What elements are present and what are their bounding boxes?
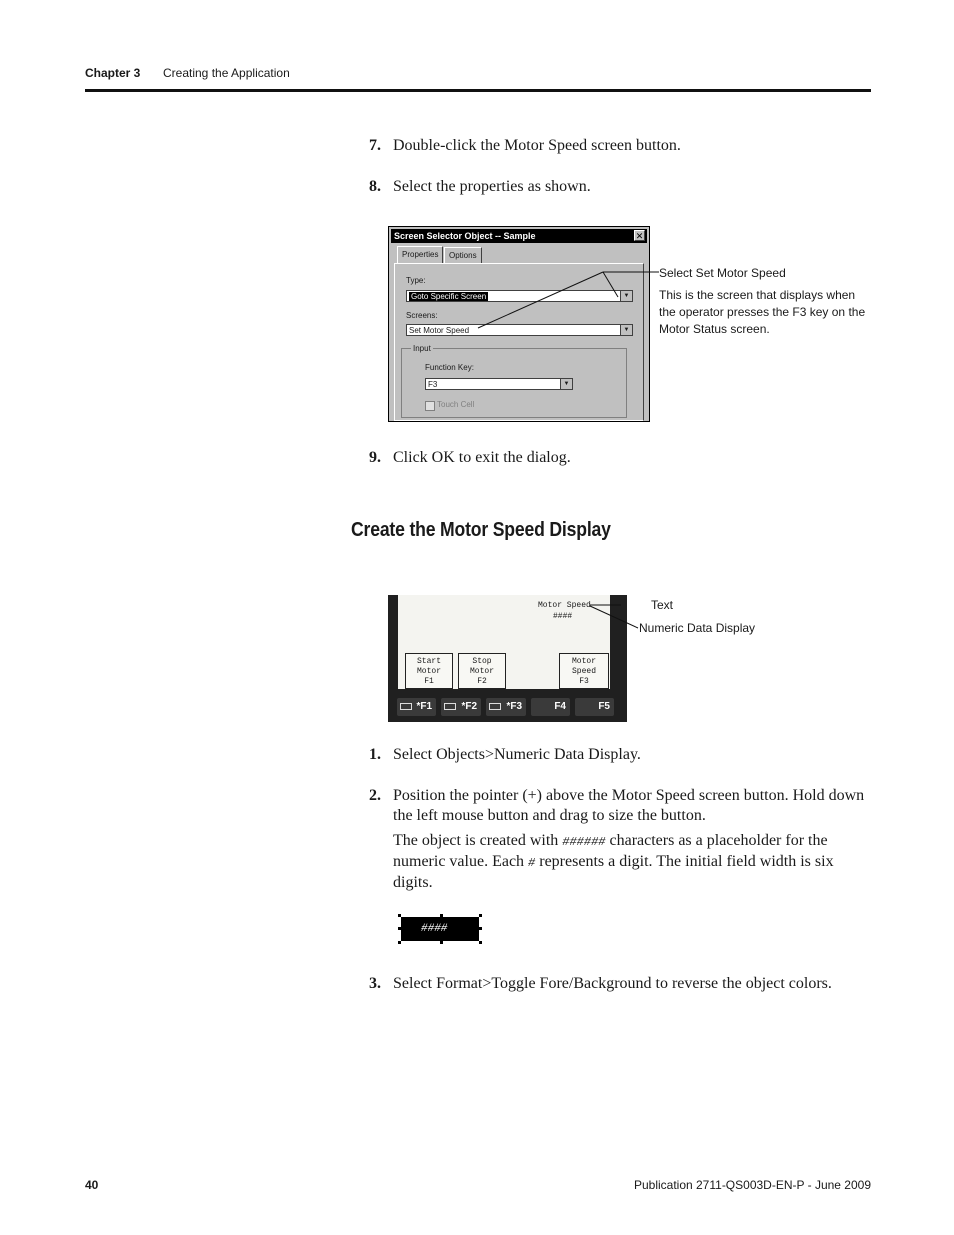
chevron-down-icon[interactable]: ▼ <box>560 379 572 389</box>
step-number: 8. <box>369 178 381 195</box>
handle <box>479 941 482 944</box>
type-value: Goto Specific Screen <box>411 292 487 301</box>
header-rule <box>85 89 871 92</box>
leader-line <box>590 606 638 628</box>
chevron-down-icon[interactable]: ▼ <box>620 291 632 301</box>
step-number: 2. <box>369 787 381 804</box>
dialog-title-bar <box>391 229 647 243</box>
placeholder-code: ###### <box>562 835 606 849</box>
step-2-note <box>393 831 873 893</box>
function-key-select[interactable] <box>425 378 573 390</box>
close-icon[interactable]: ✕ <box>635 231 644 241</box>
fkey-label: *F2 <box>461 701 477 712</box>
tab-options[interactable]: Options <box>444 247 482 264</box>
fkey-f2 <box>441 698 481 716</box>
handle <box>398 927 401 930</box>
motor-speed-button <box>559 653 609 689</box>
section-heading: Create the Motor Speed Display <box>351 519 611 541</box>
button-line: Motor <box>571 657 596 666</box>
numeric-display-callout: Numeric Data Display <box>639 621 756 635</box>
touch-cell-checkbox[interactable] <box>425 401 435 411</box>
numeric-object-preview: #### <box>401 917 479 941</box>
note-text: The object is created with <box>393 832 563 849</box>
key-icon <box>400 703 412 710</box>
step-text: Position the pointer (+) above the Motor Speed screen button. Hold down the left mouse button and drag to size the button. <box>393 787 865 824</box>
type-label: Type: <box>406 276 426 285</box>
button-line: F3 <box>579 677 589 686</box>
key-icon <box>444 703 456 710</box>
placeholder-code: # <box>528 856 536 870</box>
button-line: Stop <box>472 657 492 666</box>
button-line: Speed <box>571 667 596 676</box>
function-key-value: F3 <box>428 380 438 389</box>
step-1 <box>0 745 954 765</box>
step-text: Double-click the Motor Speed screen button. <box>393 137 681 154</box>
text-callout: Text <box>651 598 674 612</box>
stop-motor-button <box>458 653 506 689</box>
button-line: Motor <box>469 667 494 676</box>
chapter-label: Chapter 3 <box>85 66 141 80</box>
touch-cell-label: Touch Cell <box>437 400 475 409</box>
leader-line <box>478 272 603 328</box>
step-number: 3. <box>369 975 381 992</box>
handle <box>398 941 401 944</box>
screens-label: Screens: <box>406 311 438 320</box>
handle <box>479 914 482 917</box>
chevron-down-icon[interactable]: ▼ <box>620 325 632 335</box>
numeric-object: #### <box>553 612 573 621</box>
step-3 <box>0 974 954 1014</box>
page-number: 40 <box>85 1178 99 1192</box>
handle <box>440 941 443 944</box>
step-text: Select Objects>Numeric Data Display. <box>393 746 641 763</box>
function-key-label: Function Key: <box>425 363 474 372</box>
tab-properties[interactable]: Properties <box>397 246 443 264</box>
step-text: Click OK to exit the dialog. <box>393 449 571 466</box>
callout-title: Select Set Motor Speed <box>659 266 786 280</box>
fkey-f1 <box>397 698 436 716</box>
handle <box>398 914 401 917</box>
step-8 <box>0 177 954 197</box>
start-motor-button <box>405 653 453 689</box>
button-line: Start <box>416 657 441 666</box>
callout-description: This is the screen that displays when the operator presses the F3 key on the Motor Status screen. <box>659 288 866 336</box>
chapter-title: Creating the Application <box>163 66 290 80</box>
step-number: 9. <box>369 449 381 466</box>
text-object: Motor Speed <box>538 601 591 610</box>
note-text: represents a digit. The initial field width is six digits. <box>393 853 834 891</box>
step-number: 1. <box>369 746 381 763</box>
handle <box>440 914 443 917</box>
note-text: characters as a placeholder for the numeric value. Each <box>393 832 828 870</box>
input-group-label: Input <box>413 344 431 353</box>
fkey-f5: F5 <box>575 698 614 716</box>
callout-leader-lines <box>470 260 660 332</box>
publication-info: Publication 2711-QS003D-EN-P - June 2009 <box>633 1178 871 1192</box>
selection-handles <box>396 912 486 946</box>
step-text: Select the properties as shown. <box>393 178 591 195</box>
step-text: Select Format>Toggle Fore/Background to reverse the object colors. <box>393 975 832 992</box>
fkey-f3 <box>486 698 526 716</box>
button-line: F1 <box>424 677 434 686</box>
fkey-label: *F1 <box>416 701 432 712</box>
fkey-label: *F3 <box>506 701 522 712</box>
screens-value: Set Motor Speed <box>409 326 470 335</box>
leader-line <box>603 272 618 297</box>
key-icon <box>489 703 501 710</box>
step-number: 7. <box>369 137 381 154</box>
button-line: F2 <box>477 677 487 686</box>
step-9 <box>0 448 954 468</box>
handle <box>479 927 482 930</box>
dialog-title: Screen Selector Object -- Sample <box>394 231 536 241</box>
step-7 <box>0 136 954 156</box>
button-line: Motor <box>416 667 441 676</box>
fkey-f4: F4 <box>531 698 570 716</box>
step-2 <box>0 786 954 826</box>
